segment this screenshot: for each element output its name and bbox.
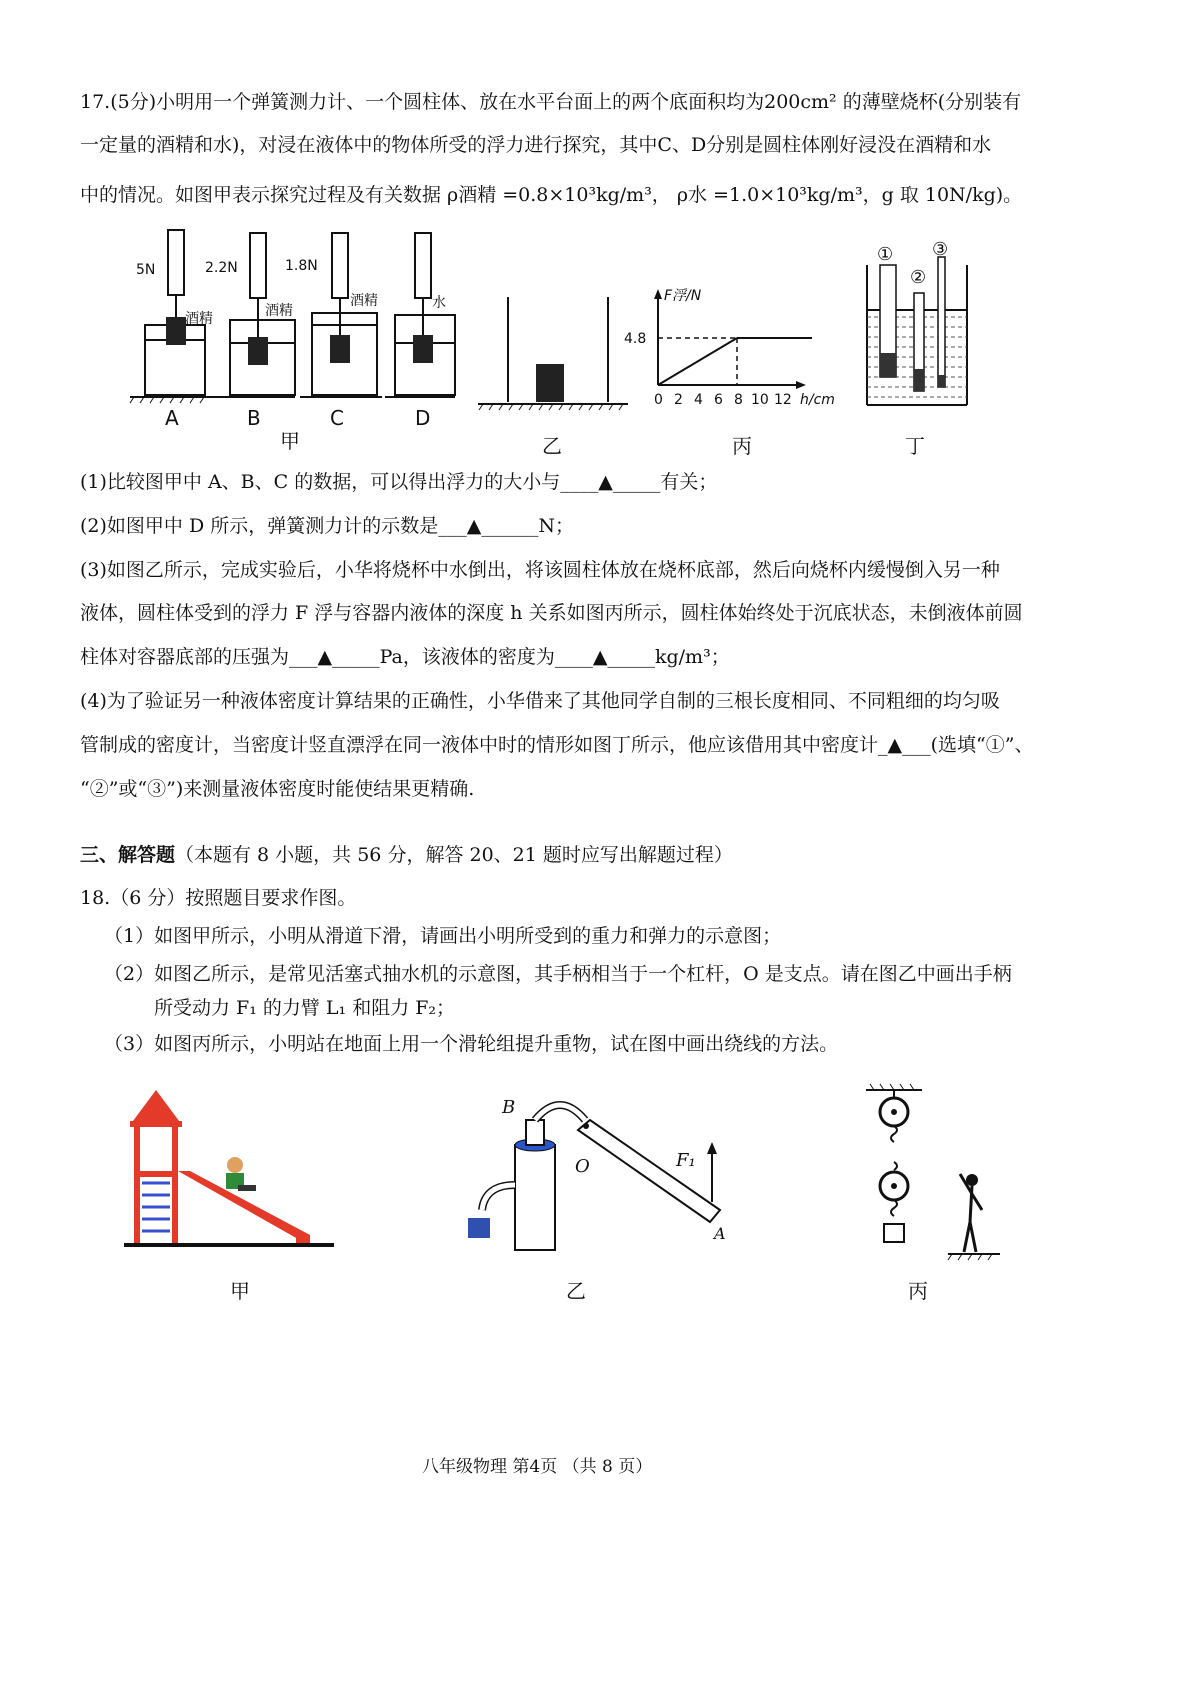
reading-b: 2.2N xyxy=(205,260,238,276)
q18-head: 18.（6 分）按照题目要求作图。 xyxy=(80,887,357,909)
pump-label-f1: F₁ xyxy=(676,1150,696,1171)
graph-xtick-0: 0 xyxy=(654,392,663,408)
graph-ylabel: F浮/N xyxy=(664,288,702,304)
section3-header xyxy=(80,841,733,869)
figure-jia-caption: 甲 xyxy=(280,429,300,453)
beaker-label-d: D xyxy=(415,406,431,430)
beaker-label-a: A xyxy=(165,406,179,430)
figure-pump-caption: 乙 xyxy=(566,1279,586,1303)
graph-xtick-4: 4 xyxy=(694,392,703,408)
q18-sub3: （3）如图丙所示，小明站在地面上用一个滑轮组提升重物，试在图中画出绕线的方法。 xyxy=(104,1033,839,1055)
graph-xtick-6: 6 xyxy=(714,392,723,408)
figure-pulleys-caption: 丙 xyxy=(908,1279,928,1303)
liquid-label-d: 水 xyxy=(432,295,446,311)
q17-part4-line3: “②”或“③”)来测量液体密度时能使结果更精确. xyxy=(80,778,475,800)
graph-xtick-2: 2 xyxy=(674,392,683,408)
hydrometer-label-1: ① xyxy=(877,244,894,265)
graph-xtick-8: 8 xyxy=(734,392,743,408)
graph-xlabel: h/cm xyxy=(800,392,835,408)
beaker-label-b: B xyxy=(247,406,261,430)
figure-yi-beaker xyxy=(478,292,628,412)
pump-label-a: A xyxy=(714,1224,726,1243)
section3-title: 三、解答题 xyxy=(80,844,176,866)
q18-sub2-line1: （2）如图乙所示，是常见活塞式抽水机的示意图，其手柄相当于一个杠杆，O 是支点。请在图乙中画出手柄 xyxy=(104,963,1012,985)
q17-line3: 中的情况。如图甲表示探究过程及有关数据 ρ酒精 =0.8×10³kg/m³， ρ水 =1.0×10³kg/m³，g 取 10N/kg)。 xyxy=(80,184,1023,206)
q17-part3-line2: 液体，圆柱体受到的浮力 F 浮与容器内液体的深度 h 关系如图丙所示，圆柱体始终处于沉底状态，未倒液体前圆 xyxy=(80,602,1023,624)
figure-slide xyxy=(120,1085,335,1250)
figure-pulleys xyxy=(860,1082,1010,1267)
liquid-label-c: 酒精 xyxy=(350,293,378,309)
pump-label-o: O xyxy=(575,1156,590,1177)
q17-part4-line1: (4)为了验证另一种液体密度计算结果的正确性，小华借来了其他同学自制的三根长度相同、不同粗细的均匀吸 xyxy=(80,690,1000,712)
q17-part3-line1: (3)如图乙所示，完成实验后，小华将烧杯中水倒出，将该圆柱体放在烧杯底部，然后向烧杯内缓慢倒入另一种 xyxy=(80,559,1000,581)
liquid-label-a: 酒精 xyxy=(185,311,213,327)
graph-xtick-12: 12 xyxy=(774,392,792,408)
figure-ding-caption: 丁 xyxy=(905,434,925,458)
beaker-label-c: C xyxy=(330,406,344,430)
pump-label-b: B xyxy=(502,1097,516,1118)
q18-sub1: （1）如图甲所示，小明从滑道下滑，请画出小明所受到的重力和弹力的示意图； xyxy=(104,925,782,947)
section3-note: （本题有 8 小题，共 56 分，解答 20、21 题时应写出解题过程） xyxy=(175,844,733,866)
liquid-label-b: 酒精 xyxy=(265,303,293,319)
reading-a: 5N xyxy=(136,262,156,278)
q17-part4-line2: 管制成的密度计，当密度计竖直漂浮在同一液体中时的情形如图丁所示，他应该借用其中密度计_▲___(选填“①”、 xyxy=(80,734,1034,756)
q17-line2: 一定量的酒精和水)，对浸在液体中的物体所受的浮力进行探究，其中C、D分别是圆柱体刚好浸没在酒精和水 xyxy=(80,134,992,156)
q17-part2: (2)如图甲中 D 所示，弹簧测力计的示数是___▲______N； xyxy=(80,515,574,537)
graph-xtick-10: 10 xyxy=(751,392,769,408)
q17-part1: (1)比较图甲中 A、B、C 的数据，可以得出浮力的大小与____▲_____有关； xyxy=(80,471,718,493)
figure-slide-caption: 甲 xyxy=(230,1279,250,1303)
figure-yi-caption: 乙 xyxy=(542,434,562,458)
graph-ytick: 4.8 xyxy=(624,331,647,347)
q17-line1: 17.(5分)小明用一个弹簧测力计、一个圆柱体、放在水平台面上的两个底面积均为200cm² 的薄壁烧杯(分别装有 xyxy=(80,91,1022,113)
reading-c: 1.8N xyxy=(285,258,318,274)
hydrometer-label-2: ② xyxy=(910,267,927,288)
page-footer: 八年级物理 第4页 （共 8 页） xyxy=(422,1457,653,1477)
q18-sub2-line2: 所受动力 F₁ 的力臂 L₁ 和阻力 F₂； xyxy=(154,997,456,1019)
hydrometer-label-3: ③ xyxy=(932,239,949,260)
q17-part3-line3: 柱体对容器底部的压强为___▲_____Pa，该液体的密度为____▲_____kg/m³； xyxy=(80,646,730,668)
figure-bing-caption: 丙 xyxy=(732,434,752,458)
